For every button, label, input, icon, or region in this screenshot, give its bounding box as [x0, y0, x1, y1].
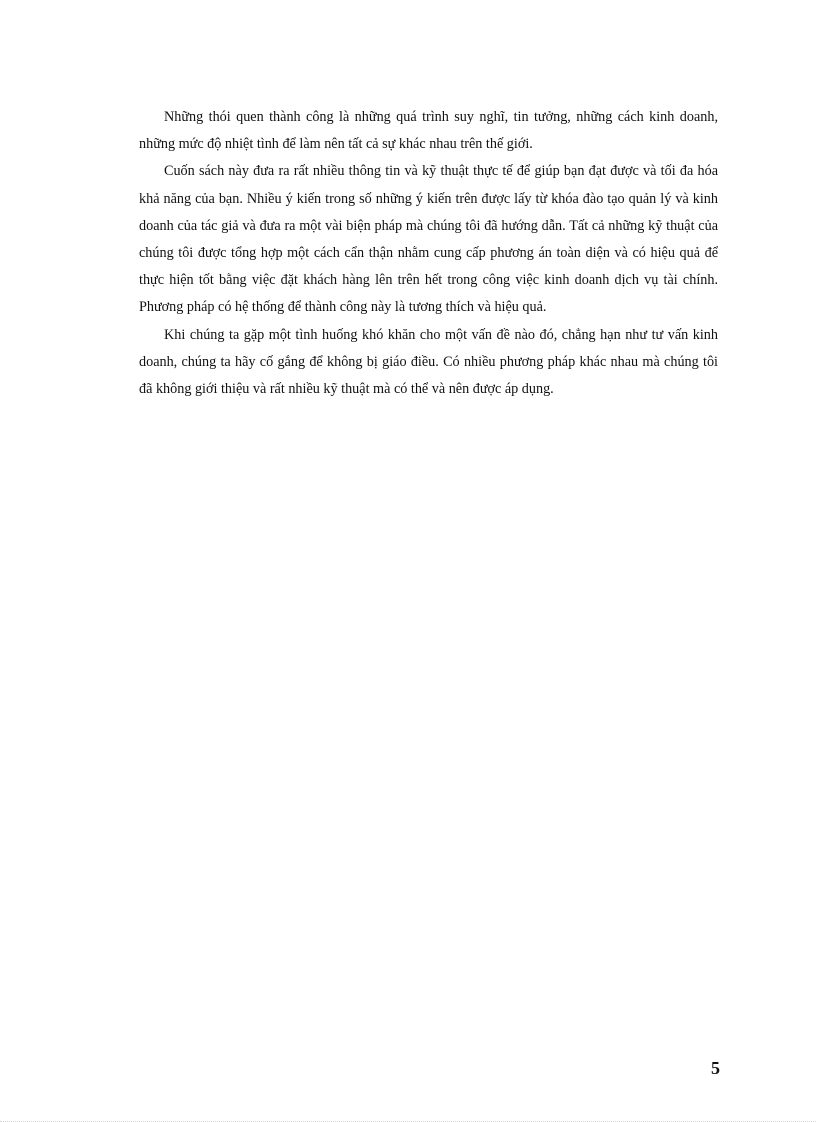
page-number: 5: [711, 1058, 720, 1078]
paragraph-2: Cuốn sách này đưa ra rất nhiều thông tin và kỹ thuật thực tế để giúp bạn đạt được và tối đa hóa khả năng của bạn. Nhiều ý kiến trong số những ý kiến trên được lấy từ khóa đào tạo quản lý và kinh doanh của tác giả và đưa ra một vài biện pháp mà chúng tôi đã hướng dẫn. Tất cả những kỹ thuật của chúng tôi được tổng hợp một cách cẩn thận nhằm cung cấp phương án toàn diện và có hiệu quả để thực hiện tốt bằng việc đặt khách hàng lên trên hết trong công việc kinh doanh dịch vụ tài chính. Phương pháp có hệ thống để thành công này là tương thích và hiệu quả.: [139, 163, 718, 316]
paragraph-3: Khi chúng ta gặp một tình huống khó khăn cho một vấn đề nào đó, chẳng hạn như tư vấn kinh doanh, chúng ta hãy cố gắng để không bị giáo điều. Có nhiều phương pháp khác nhau mà chúng tôi đã không giới thiệu và rất nhiều kỹ thuật mà có thể và nên được áp dụng.: [139, 326, 718, 398]
bottom-divider: [0, 1121, 816, 1122]
paragraph-1: Những thói quen thành công là những quá trình suy nghĩ, tin tưởng, những cách kinh doanh, những mức độ nhiệt tình để làm nên tất cả sự khác nhau trên thế giới.: [139, 109, 718, 153]
body-text: [139, 104, 718, 403]
